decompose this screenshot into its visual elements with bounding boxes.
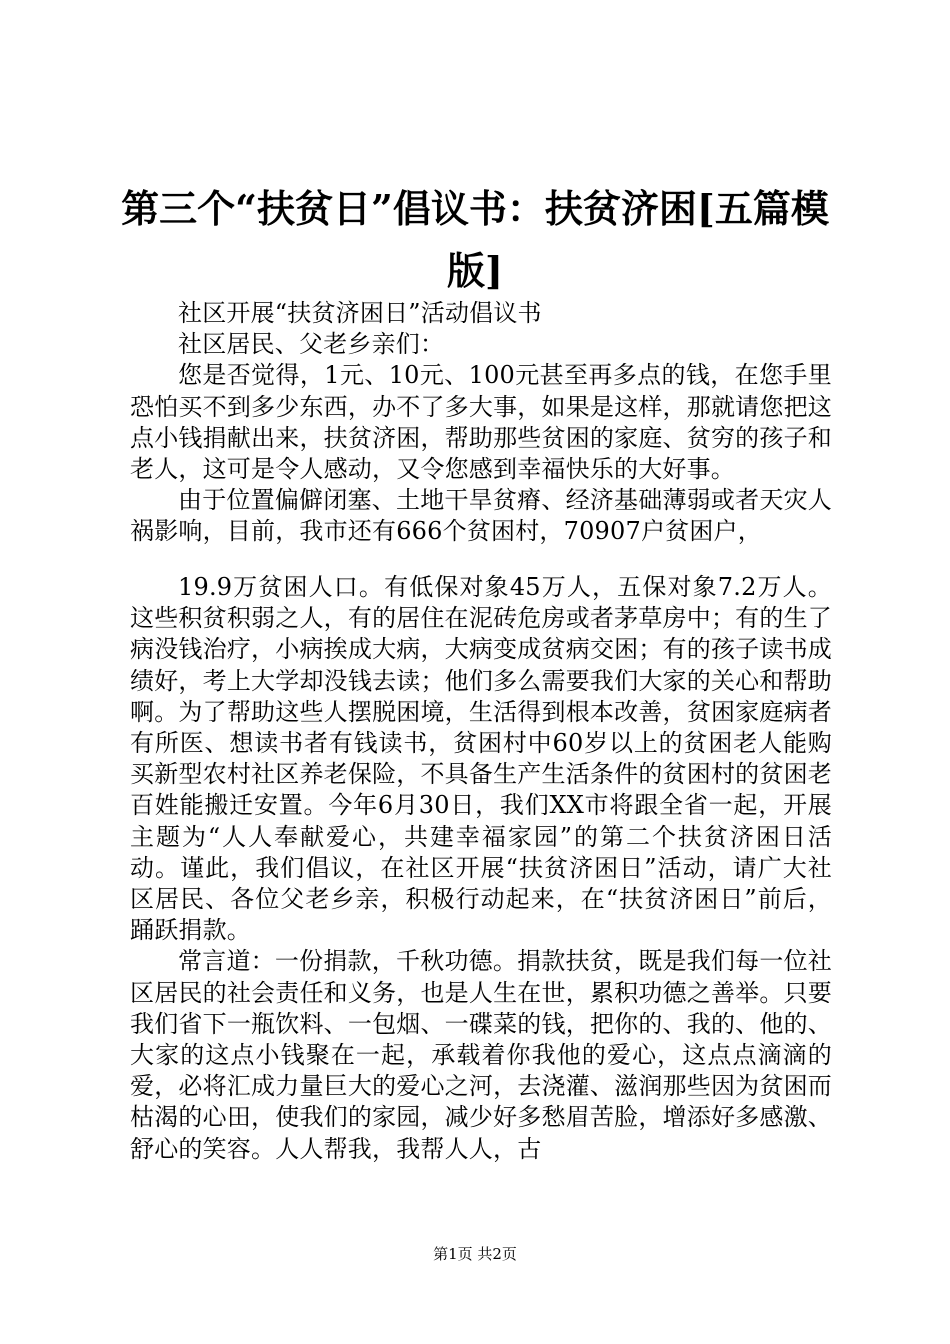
body-text-bottom: [130, 572, 832, 1165]
page-footer: 第1页 共2页: [433, 1245, 517, 1263]
document-title: 第三个“扶贫日”倡议书：扶贫济困[五篇模版]: [121, 186, 829, 293]
paragraph: 19.9万贫困人口。有低保对象45万人，五保对象7.2万人。这些积贫积弱之人，有的居住在泥砖危房或者茅草房中；有的生了病没钱治疗，小病挨成大病，大病变成贫病交困；有的孩子读书成绩好，考上大学却没钱去读；他们多么需要我们大家的关心和帮助啊。为了帮助这些人摆脱困境，生活得到根本改善，贫困家庭病者有所医、想读书者有钱读书，贫困村中60岁以上的贫困老人能购买新型农村社区养老保险，不具备生产生活条件的贫困村的贫困老百姓能搬迁安置。今年6月30日，我们XX市将跟全省一起，开展主题为“人人奉献爱心，共建幸福家园”的第二个扶贫济困日活动。谨此，我们倡议，在社区开展“扶贫济困日”活动，请广大社区居民、各位父老乡亲，积极行动起来，在“扶贫济困日”前后，踊跃捐款。: [130, 573, 832, 945]
paragraph: 您是否觉得，1元、10元、100元甚至再多点的钱，在您手里恐怕买不到多少东西，办不了多大事，如果是这样，那就请您把这点小钱捐献出来，扶贫济困，帮助那些贫困的家庭、贫穷的孩子和老人，这可是令人感动，又令您感到幸福快乐的大好事。: [130, 361, 832, 484]
body-text-top: [130, 298, 832, 548]
paragraph: 社区开展“扶贫济困日”活动倡议书: [178, 299, 542, 327]
paragraph: 常言道：一份捐款，千秋功德。捐款扶贫，既是我们每一位社区居民的社会责任和义务，也是人生在世，累积功德之善举。只要我们省下一瓶饮料、一包烟、一碟菜的钱，把你的、我的、他的、大家的这点小钱聚在一起，承载着你我他的爱心，这点点滴滴的爱，必将汇成力量巨大的爱心之河，去浇灌、滋润那些因为贫困而枯渴的心田，使我们的家园，减少好多愁眉苦脸，增添好多感激、舒心的笑容。人人帮我，我帮人人，古: [130, 947, 832, 1163]
paragraph: 社区居民、父老乡亲们：: [178, 330, 445, 359]
paragraph: 由于位置偏僻闭塞、土地干旱贫瘠、经济基础薄弱或者天灾人祸影响，目前，我市还有666个贫困村，70907户贫困户，: [130, 486, 832, 546]
